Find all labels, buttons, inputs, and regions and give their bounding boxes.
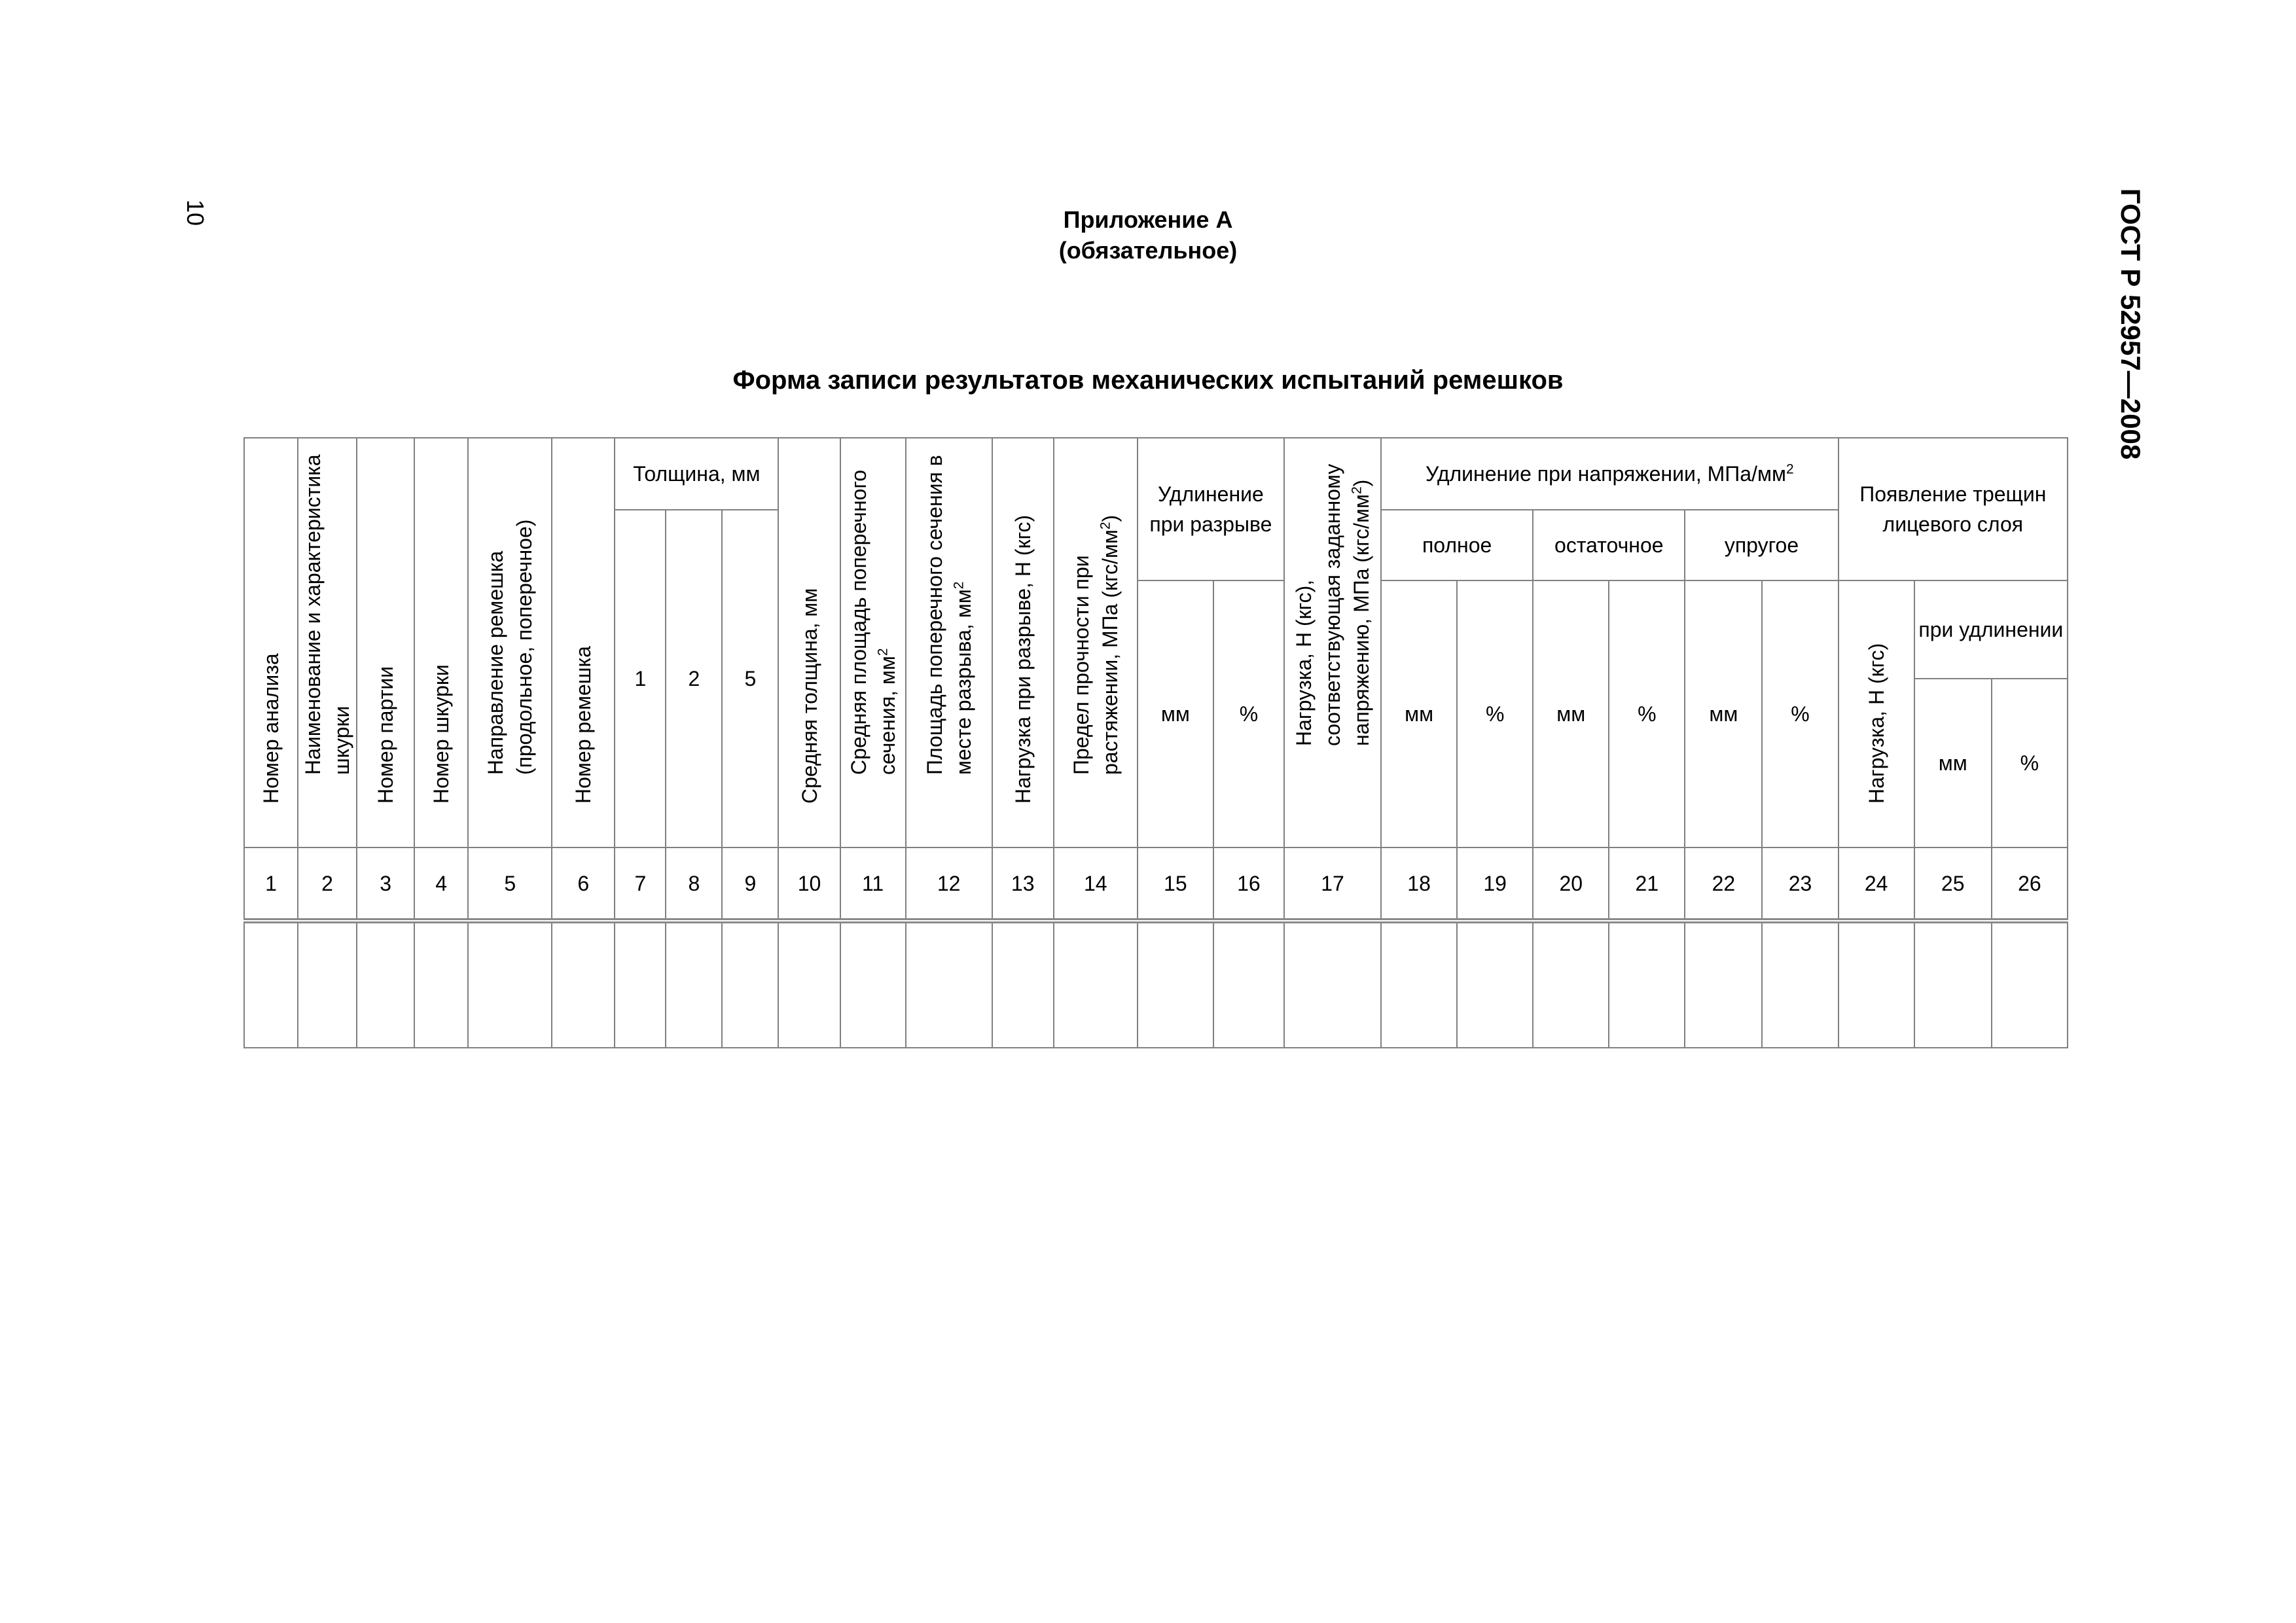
appendix-status: (обязательное) xyxy=(1058,237,1238,264)
header-thickness-point-5: 5 xyxy=(722,510,778,847)
column-number-row xyxy=(244,847,2068,921)
column-number-cell: 2 xyxy=(298,847,357,921)
column-number-cell: 7 xyxy=(615,847,666,921)
header-unit-percent: % xyxy=(1213,580,1284,847)
column-number-cell: 1 xyxy=(244,847,298,921)
header-elongation-at-stress: Удлинение при напряжении, МПа/$мм^2$ xyxy=(1381,438,1839,510)
column-number-cell: 16 xyxy=(1213,847,1284,921)
empty-data-cell[interactable] xyxy=(722,921,778,1048)
empty-data-cell[interactable] xyxy=(778,921,840,1048)
column-number-cell: 24 xyxy=(1839,847,1914,921)
header-unit-percent: % xyxy=(1457,580,1533,847)
header-average-thickness: Средняя толщина, мм xyxy=(778,438,840,847)
empty-data-cell[interactable] xyxy=(666,921,722,1048)
column-number-cell: 23 xyxy=(1762,847,1838,921)
empty-data-cell[interactable] xyxy=(1054,921,1138,1048)
header-unit-percent: % xyxy=(1992,679,2068,847)
header-unit-mm: мм xyxy=(1381,580,1457,847)
empty-data-cell[interactable] xyxy=(840,921,906,1048)
header-unit-percent: % xyxy=(1762,580,1838,847)
empty-data-cell[interactable] xyxy=(244,921,298,1048)
column-number-cell: 3 xyxy=(357,847,414,921)
test-results-form-table xyxy=(243,437,2068,1048)
header-strap-number: Номер ремешка xyxy=(552,438,615,847)
header-load-at-stress: Нагрузка, Н (кгс), соответствующая заданному напряжению, МПа $(кгс/мм^2)$ xyxy=(1284,438,1381,847)
column-number-cell: 4 xyxy=(414,847,468,921)
column-number-cell: 9 xyxy=(722,847,778,921)
appendix-heading xyxy=(886,204,1410,266)
column-number-cell: 20 xyxy=(1533,847,1609,921)
header-crack-load: Нагрузка, Н (кгс) xyxy=(1839,580,1914,847)
header-batch-number: Номер партии xyxy=(357,438,414,847)
header-unit-mm: мм xyxy=(1685,580,1762,847)
empty-data-cell[interactable] xyxy=(1213,921,1284,1048)
header-tensile-strength: Предел прочности при растяжении, МПа $(кгс/мм^2)$ xyxy=(1054,438,1138,847)
empty-data-cell[interactable] xyxy=(1138,921,1213,1048)
empty-data-cell[interactable] xyxy=(298,921,357,1048)
header-unit-mm: мм xyxy=(1533,580,1609,847)
empty-data-cell[interactable] xyxy=(1914,921,1992,1048)
form-title: Форма записи результатов механических испытаний ремешков xyxy=(732,366,1564,395)
header-residual-elongation: остаточное xyxy=(1533,510,1685,580)
empty-data-cell[interactable] xyxy=(468,921,552,1048)
header-elastic-elongation: упругое xyxy=(1685,510,1838,580)
appendix-title: Приложение А xyxy=(1063,206,1233,233)
empty-data-cell[interactable] xyxy=(1381,921,1457,1048)
header-average-cross-section: Средняя площадь поперечного сечения, $мм^2$ xyxy=(840,438,906,847)
empty-data-cell[interactable] xyxy=(1609,921,1685,1048)
header-thickness-point-2: 2 xyxy=(666,510,722,847)
header-surface-cracks: Появление трещин лицевого слоя xyxy=(1839,438,2068,580)
header-full-elongation: полное xyxy=(1381,510,1533,580)
page-number: 10 xyxy=(182,199,209,226)
column-number-cell: 10 xyxy=(778,847,840,921)
empty-data-cell[interactable] xyxy=(1533,921,1609,1048)
empty-data-cell[interactable] xyxy=(414,921,468,1048)
column-number-cell: 12 xyxy=(906,847,992,921)
header-at-elongation: при удлинении xyxy=(1914,580,2068,679)
empty-data-row xyxy=(244,921,2068,1048)
header-unit-percent: % xyxy=(1609,580,1685,847)
empty-data-cell[interactable] xyxy=(357,921,414,1048)
document-code: ГОСТ Р 52957—2008 xyxy=(2115,188,2146,460)
empty-data-cell[interactable] xyxy=(615,921,666,1048)
header-thickness: Толщина, мм xyxy=(615,438,778,510)
empty-data-cell[interactable] xyxy=(1762,921,1838,1048)
empty-data-cell[interactable] xyxy=(1457,921,1533,1048)
empty-data-cell[interactable] xyxy=(1839,921,1914,1048)
header-unit-mm: мм xyxy=(1138,580,1213,847)
empty-data-cell[interactable] xyxy=(1284,921,1381,1048)
header-breaking-load: Нагрузка при разрыве, Н (кгс) xyxy=(992,438,1054,847)
column-number-cell: 6 xyxy=(552,847,615,921)
column-number-cell: 11 xyxy=(840,847,906,921)
header-unit-mm: мм xyxy=(1914,679,1992,847)
header-sandpaper-number: Номер шкурки xyxy=(414,438,468,847)
column-number-cell: 19 xyxy=(1457,847,1533,921)
column-number-cell: 13 xyxy=(992,847,1054,921)
empty-data-cell[interactable] xyxy=(1992,921,2068,1048)
empty-data-cell[interactable] xyxy=(992,921,1054,1048)
column-number-cell: 8 xyxy=(666,847,722,921)
header-break-cross-section: Площадь поперечного сечения в месте разрыва, $мм^2$ xyxy=(906,438,992,847)
column-number-cell: 17 xyxy=(1284,847,1381,921)
column-number-cell: 15 xyxy=(1138,847,1213,921)
header-strap-direction: Направление ремешка (продольное, поперечное) xyxy=(468,438,552,847)
header-elongation-at-break: Удлинение при разрыве xyxy=(1138,438,1284,580)
column-number-cell: 5 xyxy=(468,847,552,921)
empty-data-cell[interactable] xyxy=(1685,921,1762,1048)
column-number-cell: 18 xyxy=(1381,847,1457,921)
header-analysis-number: Номер анализа xyxy=(244,438,298,847)
column-number-cell: 21 xyxy=(1609,847,1685,921)
column-number-cell: 14 xyxy=(1054,847,1138,921)
column-number-cell: 22 xyxy=(1685,847,1762,921)
empty-data-cell[interactable] xyxy=(906,921,992,1048)
empty-data-cell[interactable] xyxy=(552,921,615,1048)
column-number-cell: 25 xyxy=(1914,847,1992,921)
header-sandpaper-name: Наименование и характеристика шкурки xyxy=(298,438,357,847)
header-thickness-point-1: 1 xyxy=(615,510,666,847)
column-number-cell: 26 xyxy=(1992,847,2068,921)
